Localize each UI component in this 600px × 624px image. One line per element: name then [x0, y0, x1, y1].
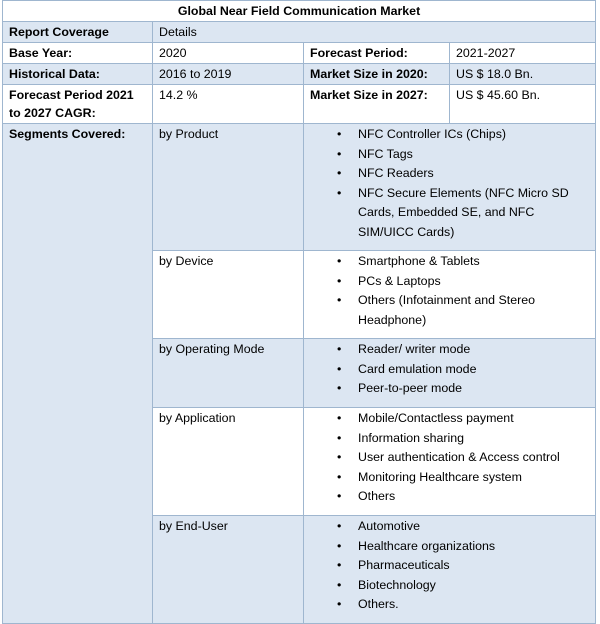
bullet-icon: •	[337, 166, 342, 181]
base-year-row	[3, 43, 596, 64]
forecast-period-value: 2021-2027	[450, 43, 596, 64]
bullet-icon: •	[337, 430, 342, 445]
cagr-row	[3, 85, 596, 124]
historical-value: 2016 to 2019	[153, 64, 304, 85]
list-item: • Smartphone & Tablets	[310, 252, 589, 272]
bullet-icon: •	[337, 361, 342, 376]
bullet-icon: •	[337, 273, 342, 288]
market-size-2020-value: US $ 18.0 Bn.	[450, 64, 596, 85]
bullet-icon: •	[337, 411, 342, 425]
bullet-list	[310, 125, 589, 243]
bullet-icon: •	[337, 469, 342, 484]
base-year-value: 2020	[153, 43, 304, 64]
header-report-coverage: Report Coverage	[3, 22, 153, 43]
list-item: • Mobile/Contactless payment	[310, 409, 589, 429]
base-year-label: Base Year:	[3, 43, 153, 64]
header-row	[3, 22, 596, 43]
list-item: • NFC Tags	[310, 145, 589, 165]
list-item: • Others	[310, 487, 589, 507]
list-item: • Monitoring Healthcare system	[310, 468, 589, 488]
market-size-2027-value: US $ 45.60 Bn.	[450, 85, 596, 124]
segment-items	[304, 516, 596, 624]
header-details: Details	[153, 22, 596, 43]
list-item: • Card emulation mode	[310, 360, 589, 380]
bullet-icon: •	[337, 538, 342, 553]
list-item: • Healthcare organizations	[310, 537, 589, 557]
segments-covered-label: Segments Covered:	[3, 124, 153, 624]
segment-name: by Operating Mode	[153, 339, 304, 408]
cagr-label: Forecast Period 2021 to 2027 CAGR:	[3, 85, 153, 124]
segment-name: by Product	[153, 124, 304, 251]
bullet-icon: •	[337, 489, 342, 504]
list-item: • Others.	[310, 595, 589, 615]
segment-name: by Device	[153, 251, 304, 339]
list-item: • Information sharing	[310, 429, 589, 449]
segment-items	[304, 339, 596, 408]
bullet-icon: •	[337, 519, 342, 533]
list-item: • Reader/ writer mode	[310, 340, 589, 360]
list-item: • Automotive	[310, 517, 589, 537]
list-item: • NFC Controller ICs (Chips)	[310, 125, 589, 145]
list-item: • Biotechnology	[310, 576, 589, 596]
list-item: • User authentication & Access control	[310, 448, 589, 468]
historical-label: Historical Data:	[3, 64, 153, 85]
list-item: • PCs & Laptops	[310, 272, 589, 292]
bullet-icon: •	[337, 558, 342, 573]
cagr-value: 14.2 %	[153, 85, 304, 124]
bullet-icon: •	[337, 127, 342, 141]
list-item: • Pharmaceuticals	[310, 556, 589, 576]
bullet-list	[310, 517, 589, 615]
bullet-icon: •	[337, 342, 342, 356]
list-item: • NFC Readers	[310, 164, 589, 184]
bullet-icon: •	[337, 381, 342, 396]
title-row	[3, 1, 596, 22]
list-item: • Others (Infotainment and Stereo Headphone)	[337, 293, 536, 327]
segment-items	[304, 408, 596, 516]
segment-name: by Application	[153, 408, 304, 516]
list-item: • Peer-to-peer mode	[310, 379, 589, 399]
bullet-list	[310, 252, 589, 330]
report-table-wrapper	[2, 0, 596, 624]
bullet-list	[310, 340, 589, 399]
bullet-icon: •	[337, 597, 342, 612]
list-item: • NFC Secure Elements (NFC Micro SD Cards, Embedded SE, and NFC SIM/UICC Cards)	[337, 185, 569, 239]
bullet-icon: •	[337, 254, 342, 268]
bullet-icon: •	[337, 293, 342, 308]
segment-name: by End-User	[153, 516, 304, 624]
segment-row	[3, 124, 596, 251]
table-title: Global Near Field Communication Market	[3, 1, 596, 22]
market-size-2027-label: Market Size in 2027:	[304, 85, 450, 124]
forecast-period-label: Forecast Period:	[304, 43, 450, 64]
historical-row	[3, 64, 596, 85]
report-table	[2, 0, 596, 624]
bullet-list	[310, 409, 589, 507]
bullet-icon: •	[337, 185, 342, 200]
bullet-icon: •	[337, 146, 342, 161]
segment-items	[304, 124, 596, 251]
segment-items	[304, 251, 596, 339]
market-size-2020-label: Market Size in 2020:	[304, 64, 450, 85]
bullet-icon: •	[337, 450, 342, 465]
bullet-icon: •	[337, 577, 342, 592]
